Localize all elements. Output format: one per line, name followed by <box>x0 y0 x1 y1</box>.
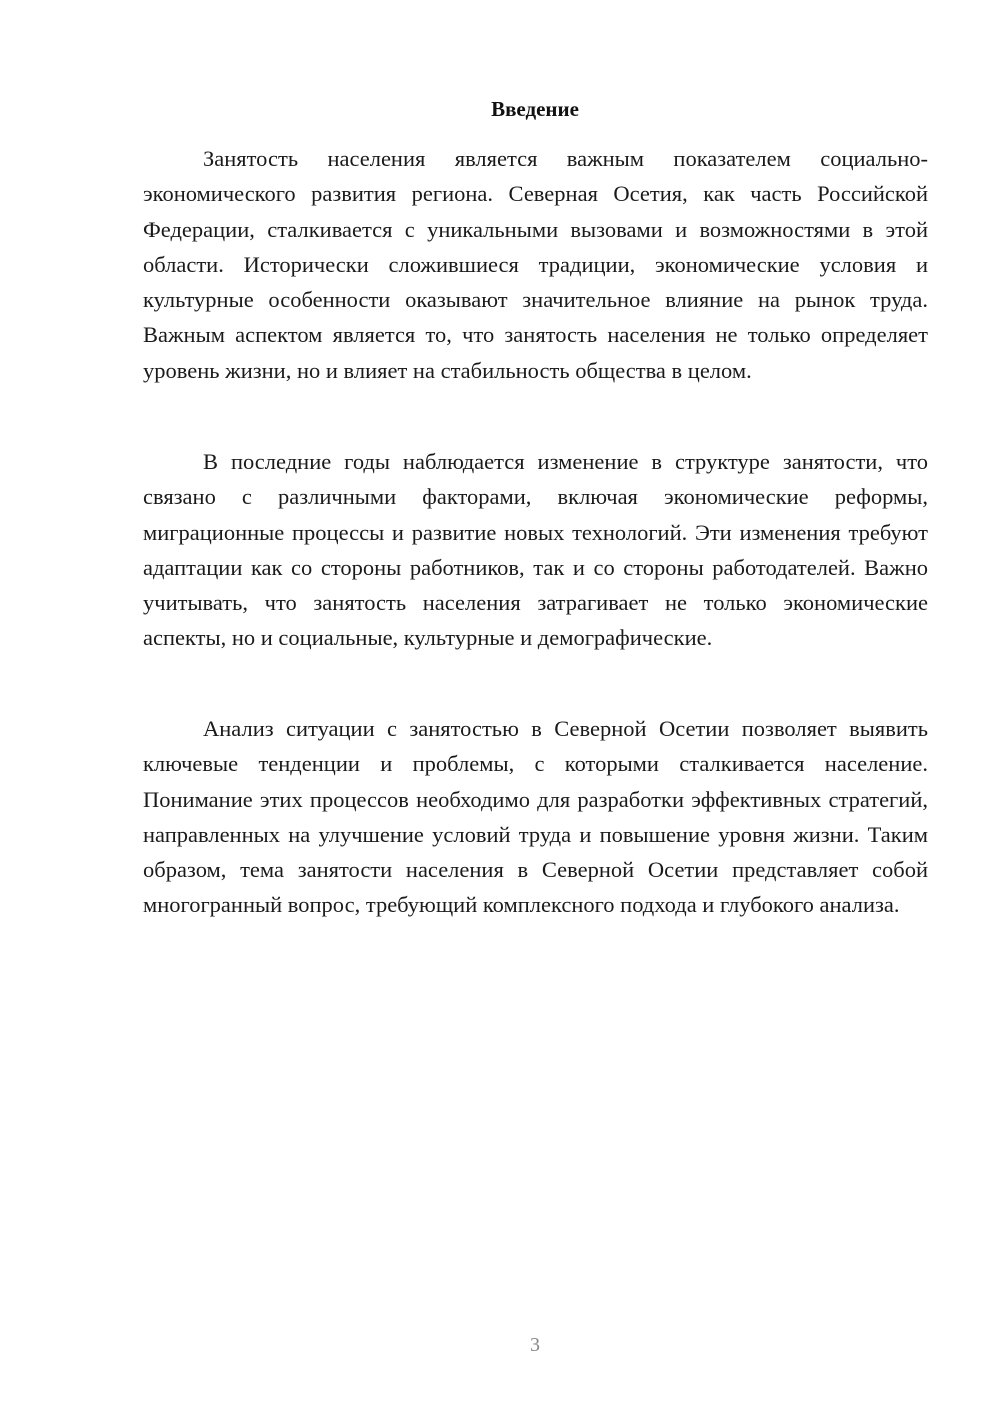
paragraph-3: Анализ ситуации с занятостью в Северной Осетии позволяет выявить ключевые тенденции и проблемы, с которыми сталкивается население. Понимание этих процессов необходимо для разработки эффективных стратегий, направленных на улучшение условий труда и повышение уровня жизни. Таким образом, тема занятости населения в Северной Осетии представляет собой многогранный вопрос, требующий комплексного подхода и глубокого анализа. <box>143 716 928 918</box>
paragraph-2: В последние годы наблюдается изменение в структуре занятости, что связано с различными факторами, включая экономические реформы, миграционные процессы и развитие новых технологий. Эти изменения требуют адаптации как со стороны работников, так и со стороны работодателей. Важно учитывать, что занятость населения затрагивает не только экономические аспекты, но и социальные, культурные и демографические. <box>143 449 928 651</box>
section-heading: Введение <box>491 97 579 121</box>
paragraph-1: Занятость населения является важным показателем социально-экономического развития региона. Северная Осетия, как часть Российской Федерации, сталкивается с уникальными вызовами и возможностями в этой области. Исторически сложившиеся традиции, экономические условия и культурные особенности оказывают значительное влияние на рынок труда. Важным аспектом является то, что занятость населения не только определяет уровень жизни, но и влияет на стабильность общества в целом. <box>143 146 928 383</box>
page-number: 3 <box>530 1334 540 1356</box>
